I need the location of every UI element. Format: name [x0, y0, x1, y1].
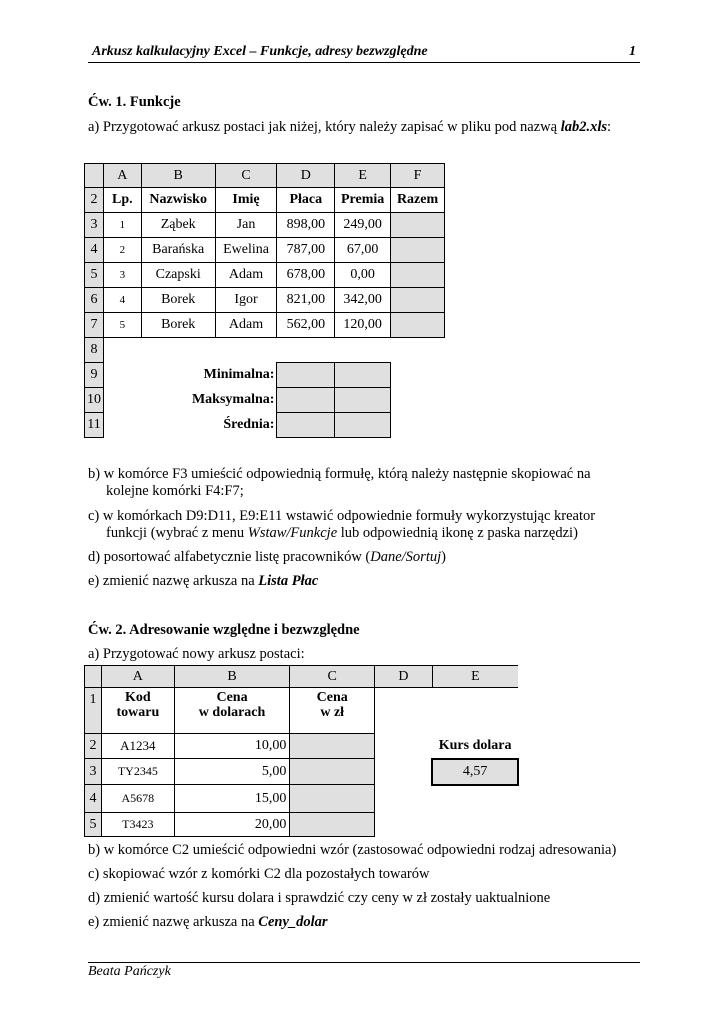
cell-cena-zl [290, 734, 375, 759]
ex2-spreadsheet [84, 665, 519, 837]
row-number: 2 [85, 188, 104, 213]
ex1-title: Ćw. 1. Funkcje [88, 94, 181, 110]
ex2-task-e: e) zmienić nazwę arkusza na Ceny_dolar [88, 914, 328, 930]
row-number: 2 [85, 734, 102, 759]
cell-cena-zl [290, 785, 375, 813]
page-header [92, 44, 636, 60]
ex2-title: Ćw. 2. Adresowanie względne i bezwzględne [88, 622, 360, 638]
cell-lp: 5 [103, 313, 141, 338]
header-premia: Premia [335, 188, 391, 213]
cell-placa: 821,00 [277, 288, 335, 313]
cell-imie: Ewelina [215, 238, 277, 263]
cell-nazwisko: Czapski [141, 263, 215, 288]
sheet-name: Ceny_dolar [258, 914, 328, 930]
row-number: 6 [85, 288, 104, 313]
cell-placa: 562,00 [277, 313, 335, 338]
footer-rule [88, 962, 640, 963]
sheet-name: Lista Płac [258, 573, 319, 589]
cell-max-d [277, 388, 335, 413]
col-header-e: E [432, 666, 518, 688]
table-row [85, 213, 445, 238]
row-number: 3 [85, 213, 104, 238]
cell-avg-e [335, 413, 391, 438]
table-row [85, 338, 445, 363]
col-header-d: D [375, 666, 433, 688]
table-row [85, 413, 445, 438]
header-imie: Imię [215, 188, 277, 213]
ex1-task-d: d) posortować alfabetycznie listę pracowników (Dane/Sortuj) [88, 549, 446, 565]
menu-path: Wstaw/Funkcje [247, 525, 338, 541]
cell-razem [391, 313, 445, 338]
cell-cena-zl [290, 813, 375, 837]
table-row [85, 734, 519, 759]
cell-kod: T3423 [101, 813, 174, 837]
col-header-d: D [277, 164, 335, 188]
cell-premia: 120,00 [335, 313, 391, 338]
ex1-filename: lab2.xls [560, 119, 608, 135]
column-header-row [85, 164, 445, 188]
corner-cell [85, 666, 102, 688]
col-header-b: B [141, 164, 215, 188]
col-header-b: B [174, 666, 290, 688]
cell-nazwisko: Barańska [141, 238, 215, 263]
menu-path: Dane/Sortuj [370, 549, 442, 565]
ex1-task-b: b) w komórce F3 umieścić odpowiednią formułę, którą należy następnie skopiować na kolejne komórki F4:F7; [88, 466, 591, 499]
row-number: 10 [85, 388, 104, 413]
cell-lp: 3 [103, 263, 141, 288]
ex1-task-a: a) Przygotować arkusz postaci jak niżej, który należy zapisać w pliku pod nazwą lab2.xls: [88, 119, 612, 135]
ex1-task-c: c) w komórkach D9:D11, E9:E11 wstawić odpowiednie formuły wykorzystując kreator funkcji (wybrać z menu Wstaw/Funkcje lub odpowiednią ikonę z paska narzędzi) [88, 508, 596, 541]
cell-min-d [277, 363, 335, 388]
ex2-task-d: d) zmienić wartość kursu dolara i sprawdzić czy ceny w zł zostały uaktualnione [88, 890, 551, 906]
header-lp: Lp. [103, 188, 141, 213]
row-number: 7 [85, 313, 104, 338]
page-number: 1 [629, 44, 636, 59]
cell-razem [391, 288, 445, 313]
cell-cena-dolar: 15,00 [174, 785, 290, 813]
header-nazwisko: Nazwisko [141, 188, 215, 213]
cell-placa: 898,00 [277, 213, 335, 238]
ex2-task-b: b) w komórce C2 umieścić odpowiedni wzór (zastosować odpowiedni rodzaj adresowania) [88, 842, 617, 858]
header-cena-zl: Cena w zł [290, 688, 375, 734]
header-kod: Kod towaru [101, 688, 174, 734]
cell-lp: 1 [103, 213, 141, 238]
ex2-task-a: a) Przygotować nowy arkusz postaci: [88, 646, 305, 662]
table-row [85, 688, 519, 734]
cell-premia: 342,00 [335, 288, 391, 313]
corner-cell [85, 164, 104, 188]
table-row [85, 263, 445, 288]
cell-kod: A5678 [101, 785, 174, 813]
col-header-f: F [391, 164, 445, 188]
cell-premia: 249,00 [335, 213, 391, 238]
cell-lp: 4 [103, 288, 141, 313]
cell-imie: Adam [215, 313, 277, 338]
cell-imie: Adam [215, 263, 277, 288]
cell-razem [391, 213, 445, 238]
cell-imie: Jan [215, 213, 277, 238]
table-row [85, 813, 519, 837]
ex1-spreadsheet [84, 163, 445, 438]
row-number: 1 [85, 688, 102, 734]
row-number: 5 [85, 813, 102, 837]
cell-max-e [335, 388, 391, 413]
ex2-task-c: c) skopiować wzór z komórki C2 dla pozostałych towarów [88, 866, 430, 882]
label-minimalna: Minimalna: [203, 367, 275, 383]
ex1-task-e: e) zmienić nazwę arkusza na Lista Płac [88, 573, 319, 589]
cell-placa: 787,00 [277, 238, 335, 263]
cell-cena-dolar: 5,00 [174, 759, 290, 785]
col-header-a: A [103, 164, 141, 188]
table-row [85, 388, 445, 413]
row-number: 4 [85, 785, 102, 813]
header-placa: Płaca [277, 188, 335, 213]
table-row [85, 759, 519, 785]
column-header-row [85, 666, 519, 688]
cell-cena-zl [290, 759, 375, 785]
kurs-label: Kurs dolara [438, 737, 512, 753]
label-maksymalna: Maksymalna: [191, 392, 275, 408]
row-number: 11 [85, 413, 104, 438]
cell-cena-dolar: 10,00 [174, 734, 290, 759]
empty-row [103, 338, 444, 363]
cell-kod: TY2345 [101, 759, 174, 785]
label-srednia: Średnia: [223, 417, 275, 433]
header-cena-dolar: Cena w dolarach [174, 688, 290, 734]
footer-author: Beata Pańczyk [88, 964, 171, 979]
col-header-e: E [335, 164, 391, 188]
cell-imie: Igor [215, 288, 277, 313]
cell-nazwisko: Ząbek [141, 213, 215, 238]
row-number: 5 [85, 263, 104, 288]
table-row [85, 785, 519, 813]
cell-razem [391, 263, 445, 288]
cell-premia: 67,00 [335, 238, 391, 263]
cell-premia: 0,00 [335, 263, 391, 288]
table-row [85, 288, 445, 313]
table-row [85, 363, 445, 388]
cell-kod: A1234 [101, 734, 174, 759]
row-number: 8 [85, 338, 104, 363]
table-row [85, 313, 445, 338]
col-header-a: A [101, 666, 174, 688]
cell-min-e [335, 363, 391, 388]
cell-nazwisko: Borek [141, 313, 215, 338]
cell-nazwisko: Borek [141, 288, 215, 313]
table-row [85, 238, 445, 263]
kurs-value: 4,57 [432, 759, 518, 785]
cell-avg-d [277, 413, 335, 438]
col-header-c: C [215, 164, 277, 188]
row-number: 3 [85, 759, 102, 785]
cell-razem [391, 238, 445, 263]
row-number: 4 [85, 238, 104, 263]
col-header-c: C [290, 666, 375, 688]
header-title: Arkusz kalkulacyjny Excel – Funkcje, adresy bezwzględne [92, 44, 428, 59]
header-razem: Razem [391, 188, 445, 213]
cell-cena-dolar: 20,00 [174, 813, 290, 837]
table-row [85, 188, 445, 213]
cell-lp: 2 [103, 238, 141, 263]
cell-placa: 678,00 [277, 263, 335, 288]
header-rule [88, 62, 640, 63]
row-number: 9 [85, 363, 104, 388]
